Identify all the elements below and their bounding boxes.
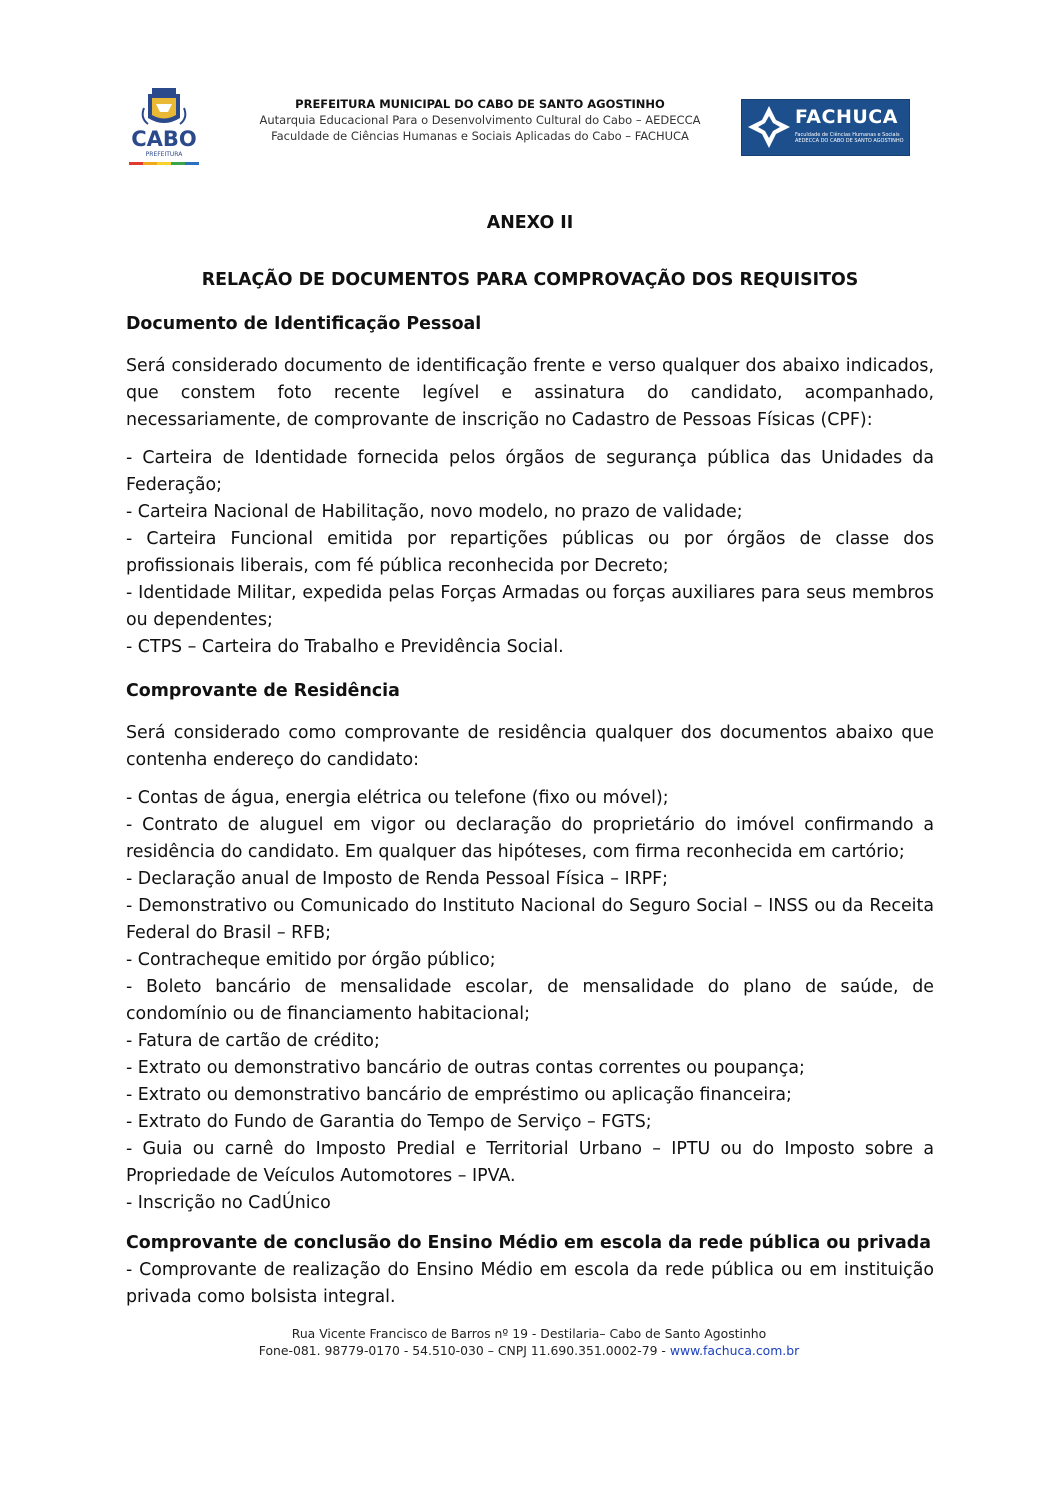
fachuca-logo (741, 99, 910, 156)
list-item: - Declaração anual de Imposto de Renda Pessoal Física – IRPF; (126, 869, 669, 889)
list-item: - Fatura de cartão de crédito; (126, 1031, 380, 1051)
section-heading: Comprovante de Residência (126, 681, 400, 701)
footer-address: Rua Vicente Francisco de Barros nº 19 - Destilaria– Cabo de Santo Agostinho (291, 1326, 767, 1341)
footer-contact-line (0, 1342, 1058, 1359)
municipality-name: PREFEITURA MUNICIPAL DO CABO DE SANTO AGOSTINHO (295, 97, 665, 111)
document-body (126, 206, 934, 1311)
cabo-prefeitura-logo (126, 84, 202, 170)
institution-header (215, 96, 745, 144)
list-item: - Identidade Militar, expedida pelas Forças Armadas ou forças auxiliares para seus membros ou dependentes; (126, 583, 934, 630)
footer-contact: Fone-081. 98779-0170 - 54.510-030 – CNPJ 11.690.351.0002-79 - (258, 1343, 670, 1358)
cabo-logo-subtext: PREFEITURA (145, 151, 183, 158)
annex-title: ANEXO II (486, 213, 574, 233)
document-subtitle: RELAÇÃO DE DOCUMENTOS PARA COMPROVAÇÃO DOS REQUISITOS (201, 270, 859, 290)
list-item: - Demonstrativo ou Comunicado do Instituto Nacional do Seguro Social – INSS ou da Receita Federal do Brasil – RFB; (126, 896, 934, 943)
section-intro: Será considerado como comprovante de residência qualquer dos documentos abaixo que contenha endereço do candidato: (126, 723, 934, 770)
list-item: - Extrato ou demonstrativo bancário de outras contas correntes ou poupança; (126, 1058, 805, 1078)
footer-website-link[interactable]: www.fachuca.com.br (669, 1343, 800, 1358)
document-list (126, 445, 934, 661)
page-header (0, 80, 1058, 190)
section-identification (126, 311, 934, 661)
section-residence (126, 678, 934, 1217)
list-item: - Extrato ou demonstrativo bancário de empréstimo ou aplicação financeira; (126, 1085, 792, 1105)
list-item: - Comprovante de realização do Ensino Médio em escola da rede pública ou em instituição privada como bolsista integral. (126, 1260, 934, 1307)
list-item: - Carteira Funcional emitida por repartições públicas ou por órgãos de classe dos profissionais liberais, com fé pública reconhecida por Decreto; (126, 529, 934, 576)
section-high-school (126, 1230, 934, 1311)
list-item: - Contas de água, energia elétrica ou telefone (fixo ou móvel); (126, 788, 669, 808)
page-footer (0, 1325, 1058, 1359)
list-item: - CTPS – Carteira do Trabalho e Previdência Social. (126, 637, 564, 657)
section-heading: Documento de Identificação Pessoal (126, 314, 482, 334)
document-list (126, 1257, 934, 1311)
list-item: - Carteira Nacional de Habilitação, novo modelo, no prazo de validade; (126, 502, 743, 522)
section-heading: Comprovante de conclusão do Ensino Médio em escola da rede pública ou privada (126, 1233, 931, 1253)
fachuca-logo-wordmark: FACHUCA (795, 106, 898, 128)
list-item: - Contrato de aluguel em vigor ou declaração do proprietário do imóvel confirmando a residência do candidato. Em qualquer das hipóteses, com firma reconhecida em cartório; (126, 815, 934, 862)
list-item: - Contracheque emitido por órgão público; (126, 950, 496, 970)
list-item: - Extrato do Fundo de Garantia do Tempo de Serviço – FGTS; (126, 1112, 652, 1132)
fachuca-logo-tagline: Faculdade de Ciências Humanas e Sociais AEDECCA DO CABO DE SANTO AGOSTINHO (795, 132, 904, 144)
section-intro: Será considerado documento de identificação frente e verso qualquer dos abaixo indicados, que constem foto recente legível e assinatura do candidato, acompanhado, necessariamente, de comprovante de inscrição no Cadastro de Pessoas Físicas (CPF): (126, 356, 934, 430)
autarchy-name: Autarquia Educacional Para o Desenvolvimento Cultural do Cabo – AEDECCA (259, 113, 701, 127)
list-item: - Carteira de Identidade fornecida pelos órgãos de segurança pública das Unidades da Federação; (126, 448, 934, 495)
faculty-name: Faculdade de Ciências Humanas e Sociais Aplicadas do Cabo – FACHUCA (271, 129, 689, 143)
cabo-logo-wordmark: CABO (131, 127, 197, 151)
list-item: - Inscrição no CadÚnico (126, 1193, 331, 1213)
document-list (126, 785, 934, 1217)
list-item: - Guia ou carnê do Imposto Predial e Territorial Urbano – IPTU ou do Imposto sobre a Propriedade de Veículos Automotores – IPVA. (126, 1139, 934, 1186)
list-item: - Boleto bancário de mensalidade escolar, de mensalidade do plano de saúde, de condomínio ou de financiamento habitacional; (126, 977, 934, 1024)
